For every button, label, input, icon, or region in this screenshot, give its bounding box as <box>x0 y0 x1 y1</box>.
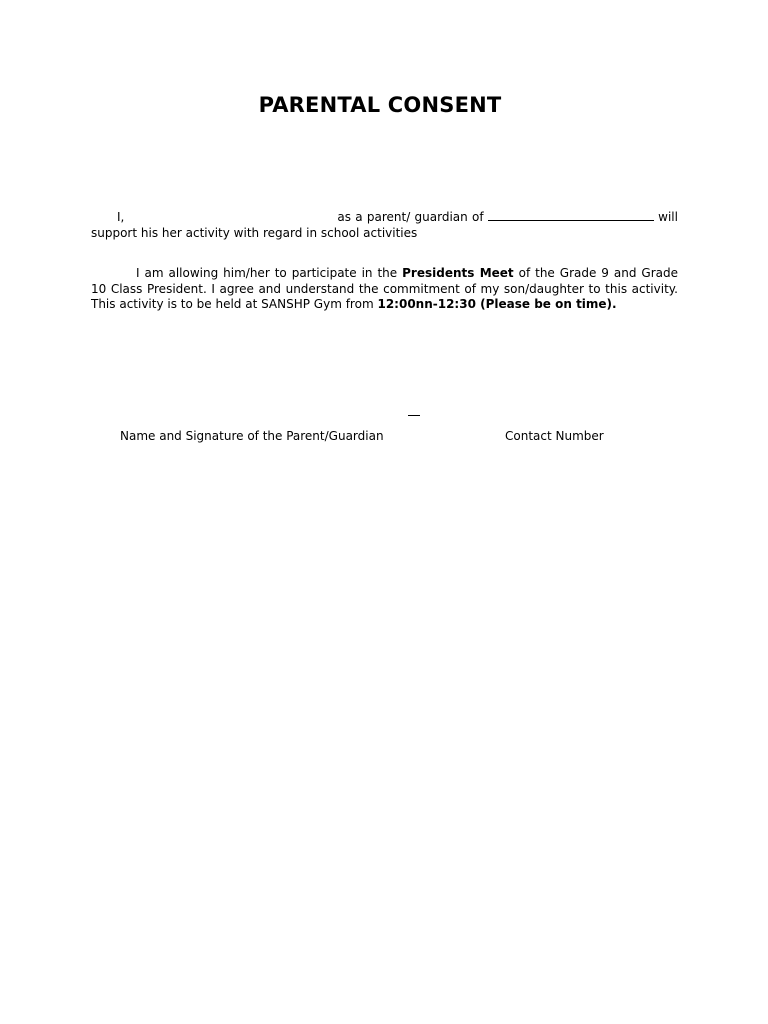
event-schedule: 12:00nn-12:30 (Please be on time). <box>377 297 617 311</box>
consent-text-i: I, <box>117 210 125 224</box>
signature-name-label: Name and Signature of the Parent/Guardian <box>120 429 384 443</box>
consent-text-guardian: as a parent/ guardian of <box>337 210 484 224</box>
event-name: Presidents Meet <box>402 266 514 280</box>
consent-paragraph-1 <box>91 209 678 241</box>
consent-text-details: of the Grade 9 and Grade 10 Class President. I agree and understand the commitment of my son/daughter to this activity. This activity is to be held at SANSHP Gym from <box>91 266 678 311</box>
signature-line <box>408 407 420 416</box>
child-name-blank <box>488 209 654 221</box>
consent-text-allowing: I am allowing him/her to participate in the <box>136 266 398 280</box>
consent-paragraph-2 <box>91 266 678 313</box>
consent-text-support: will support his her activity with regard in school activities <box>91 210 678 240</box>
contact-number-label: Contact Number <box>505 429 604 443</box>
page-title: PARENTAL CONSENT <box>258 93 502 117</box>
